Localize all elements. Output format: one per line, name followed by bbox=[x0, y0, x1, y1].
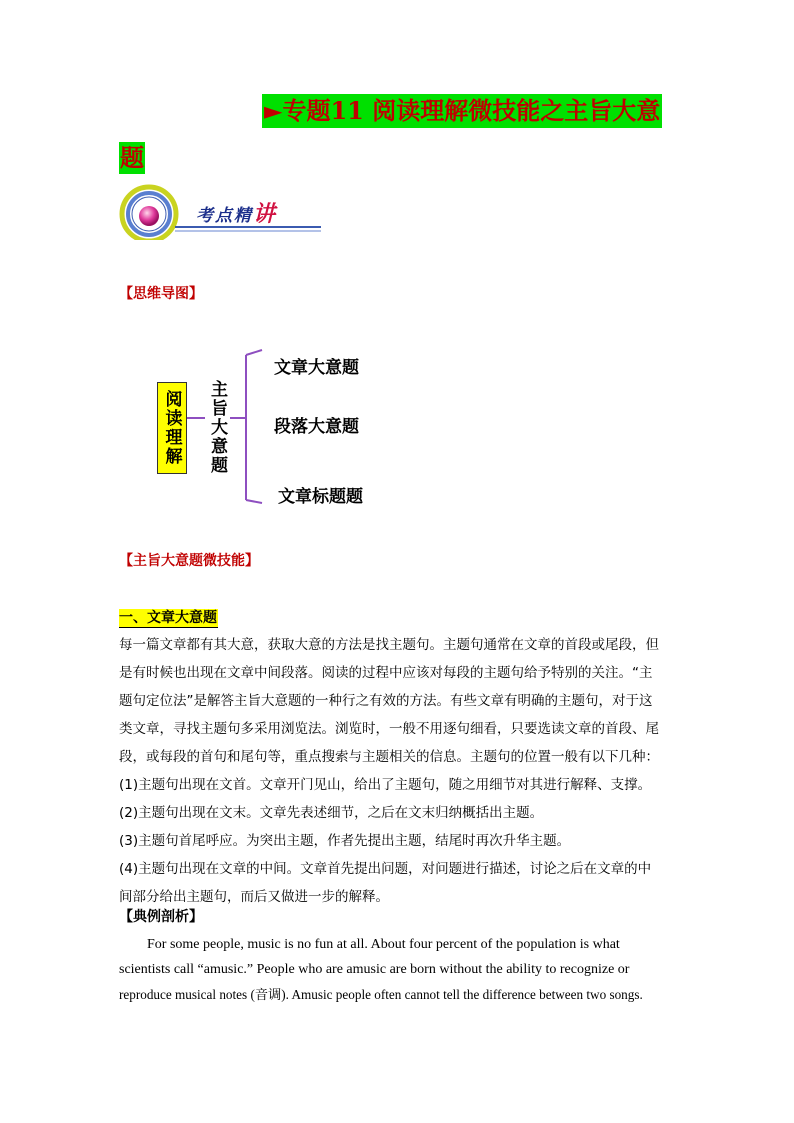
passage-line: reproduce musical notes (音调). Amusic people often cannot tell the difference between two songs. bbox=[119, 987, 643, 1002]
document-title bbox=[262, 94, 662, 128]
paragraph-line: (4)主题句出现在文章的中间。文章首先提出问题，对问题进行描述，讨论之后在文章的中 bbox=[119, 861, 652, 877]
section1-body bbox=[119, 631, 675, 911]
skills-heading: 【主旨大意题微技能】 bbox=[119, 553, 259, 569]
banner-text bbox=[196, 197, 277, 228]
banner-text-main: 考点精 bbox=[196, 206, 253, 226]
triangle-marker-icon: ► bbox=[264, 96, 283, 125]
example-heading: 【典例剖析】 bbox=[119, 909, 203, 925]
paragraph-line: (1)主题句出现在文首。文章开门见山，给出了主题句，随之用细节对其进行解释、支撑。 bbox=[119, 777, 652, 793]
paragraph-line: 每一篇文章都有其大意，获取大意的方法是找主题句。主题句通常在文章的首段或尾段，但 bbox=[119, 637, 659, 653]
document-title-continued: 题 bbox=[120, 143, 144, 172]
banner-text-big: 讲 bbox=[253, 201, 278, 227]
mindmap-middle: 主旨大意题 bbox=[207, 380, 227, 475]
mindmap-branch-1: 文章大意题 bbox=[274, 358, 359, 378]
mindmap-heading: 【思维导图】 bbox=[119, 286, 203, 302]
paragraph-line: 段，或每段的首句和尾句等，重点搜索与主题相关的信息。主题句的位置一般有以下几种： bbox=[119, 749, 659, 765]
example-passage bbox=[119, 932, 675, 1007]
title-text: 专题11 阅读理解微技能之主旨大意 bbox=[282, 96, 661, 125]
passage-line: scientists call “amusic.” People who are amusic are born without the ability to recognize or bbox=[119, 962, 630, 977]
paragraph-line: 是有时候也出现在文章中间段落。阅读的过程中应该对每段的主题句给予特别的关注。“主 bbox=[119, 665, 653, 681]
paragraph-line: (3)主题句首尾呼应。为突出主题，作者先提出主题，结尾时再次升华主题。 bbox=[119, 833, 571, 849]
paragraph-line: (2)主题句出现在文末。文章先表述细节，之后在文末归纳概括出主题。 bbox=[119, 805, 544, 821]
mindmap-root-label: 阅读理解 bbox=[161, 390, 182, 466]
sphere-icon bbox=[122, 187, 176, 240]
passage-line: For some people, music is no fun at all. About four percent of the population is what bbox=[147, 937, 620, 952]
mindmap-branch-3: 文章标题题 bbox=[278, 487, 363, 507]
paragraph-line: 间部分给出主题句，而后又做进一步的解释。 bbox=[119, 889, 389, 905]
mindmap-branch-2: 段落大意题 bbox=[274, 417, 359, 437]
paragraph-line: 题句定位法”是解答主旨大意题的一种行之有效的方法。有些文章有明确的主题句，对于这 bbox=[119, 693, 653, 709]
section1-heading: 一、文章大意题 bbox=[119, 610, 217, 626]
paragraph-line: 类文章，寻找主题句多采用浏览法。浏览时，一般不用逐句细看，只要选读文章的首段、尾 bbox=[119, 721, 659, 737]
